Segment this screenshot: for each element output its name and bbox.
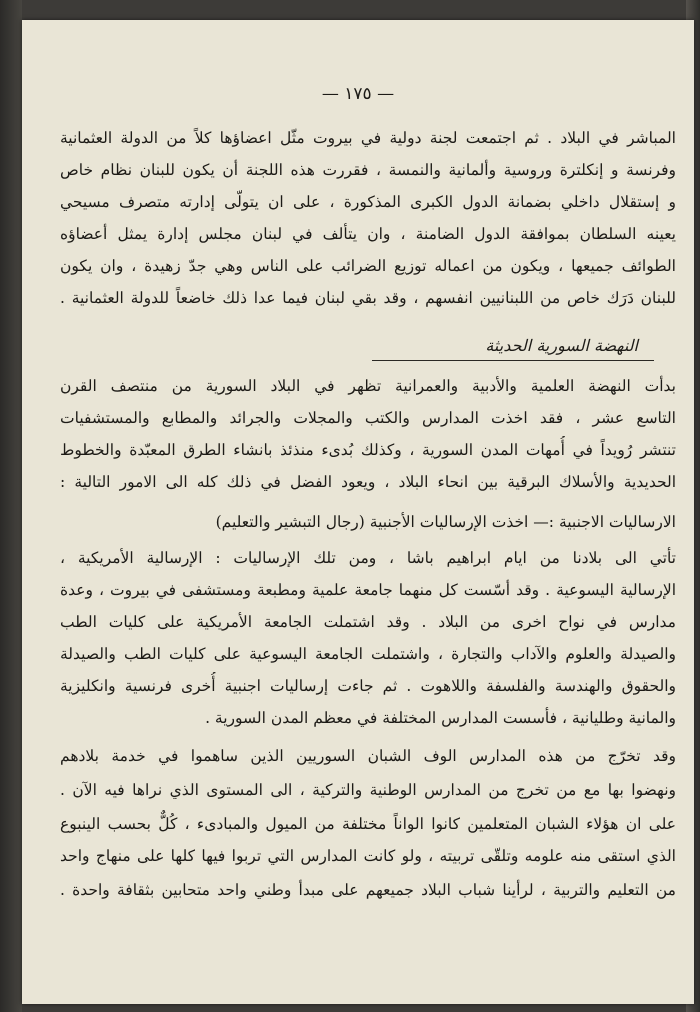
- text-line: الحديدية والأسلاك البرقية بين انحاء البلاد ، ويعود الفضل في ذلك كله الى الامور التالية :: [60, 473, 676, 491]
- text-line: مدارس في نواح اخرى من البلاد . وقد اشتملت الجامعة الأمريكية على كليات الطب: [60, 613, 676, 631]
- text-line: وقد تخرّج من هذه المدارس الوف الشبان السوريين الذين ساهموا في خدمة بلادهم: [60, 747, 676, 765]
- subheading-line: الارساليات الاجنبية :— اخذت الإرساليات الأجنبية (رجال التبشير والتعليم): [215, 513, 676, 531]
- text-line: على ان هؤلاء الشبان المتعلمين كانوا الواناً مختلفة من الميول والمبادىء ، كُلٌّ بحسب الينبوع: [60, 815, 676, 833]
- text-line: من التعليم والتربية ، لرأينا شباب البلاد جميعهم على مبدأ وطني واحد متحابين بثقافة واحدة .: [60, 881, 676, 899]
- book-page: [22, 20, 694, 1004]
- heading-underline: [372, 360, 654, 361]
- text-line: تأتي الى بلادنا من ايام ابراهيم باشا ، ومن تلك الإرساليات : الإرسالية الأمريكية ،: [60, 549, 676, 567]
- section-heading: النهضة السورية الحديثة: [485, 336, 638, 355]
- text-line: والصيدلة والعلوم والآداب والتجارة ، واشتملت الجامعة اليسوعية على كليات الطب والصيدلة: [60, 645, 676, 663]
- text-line: و إستقلال داخلي بضمانة الدول الكبرى المذكورة ، على ان يتولّى إدارته متصرف مسيحي: [60, 193, 676, 211]
- text-line: الإرسالية اليسوعية . وقد أسّست كل منهما جامعة علمية ومطبعة ومستشفى في بيروت ، وعدة: [60, 581, 676, 599]
- text-line: الطوائف جميعها ، ويكون من اعماله توزيع الضرائب على الناس وهي جدّ زهيدة ، وان يكون: [60, 257, 676, 275]
- text-line: المباشر في البلاد . ثم اجتمعت لجنة دولية في بيروت مثّل اعضاؤها كلاً من الدولة العثمانية: [60, 129, 676, 147]
- book-binding-edge: [0, 0, 22, 1012]
- text-line: ونهضوا بها مع من تخرج من المدارس الوطنية والتركية ، الى المستوى الذي نراها فيه الآن .: [60, 781, 676, 799]
- text-line: التاسع عشر ، فقد اخذت المدارس والكتب والمجلات والجرائد والمطابع والمستشفيات: [60, 409, 676, 427]
- text-line: وفرنسة و إنكلترة وروسية وألمانية والنمسة ، فقررت هذه اللجنة أن يكون للبنان نظام خاص: [60, 161, 676, 179]
- text-line: بدأت النهضة العلمية والأدبية والعمرانية تظهر في البلاد السورية من منتصف القرن: [60, 377, 676, 395]
- text-line: تنتشر رُويداً في أُمهات المدن السورية ، وكذلك بُدىء منذئذ بانشاء الطرق المعبّدة والخطوط: [60, 441, 676, 459]
- text-line: الذي استقى منه علومه وتلقّى تربيته ، ولو كانت المدارس التي تربوا فيها كلها على منهاج واحد: [60, 847, 676, 865]
- text-line: يعينه السلطان بموافقة الدول الضامنة ، وان يتألف في لبنان مجلس إدارة يمثل أعضاؤه: [60, 225, 676, 243]
- page-number: — ١٧٥ —: [321, 84, 395, 104]
- text-line: والمانية وطليانية ، فأسست المدارس المختلفة في معظم المدن السورية .: [205, 709, 676, 727]
- text-line: للبنان دَرَك خاص من اللبنانيين انفسهم ، وقد بقي لبنان فيما عدا ذلك خاضعاً للدولة العثمانية .: [60, 289, 676, 307]
- text-line: والحقوق والهندسة والفلسفة واللاهوت . ثم جاءت إرساليات اجنبية أُخرى فرنسية وانكليزية: [60, 677, 676, 695]
